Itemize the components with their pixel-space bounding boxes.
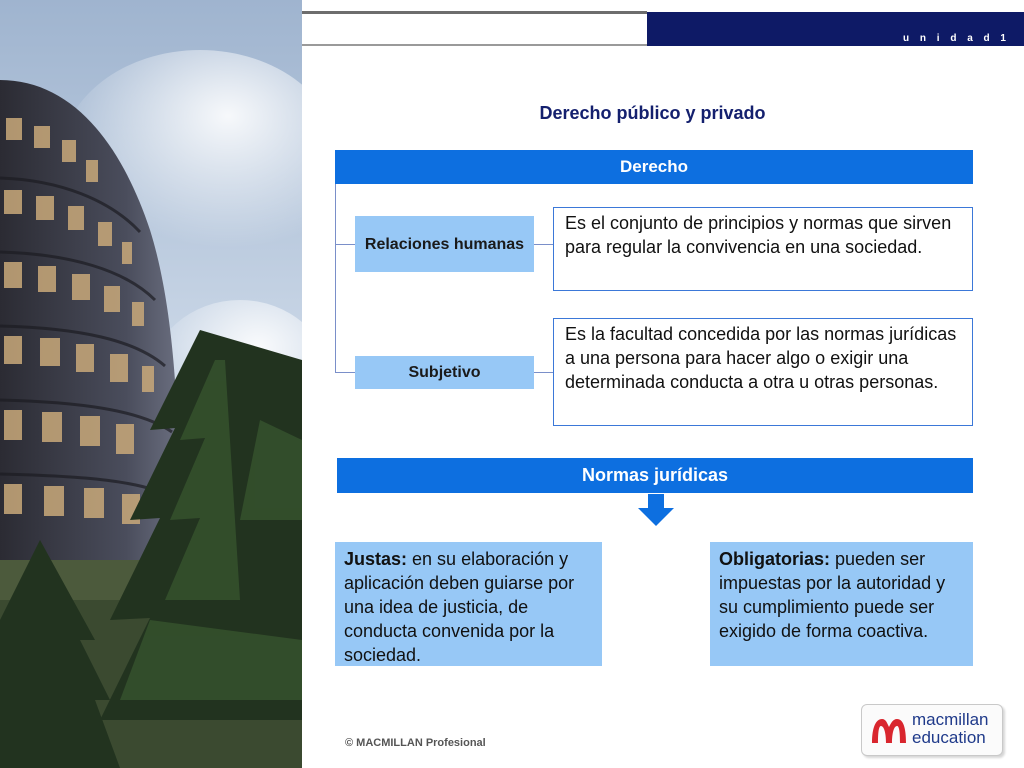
card-justas [335,542,602,666]
logo-line-1: macmillan [912,710,989,729]
connector-h-1 [335,244,355,245]
card-justas-text: en su elaboración y aplicación deben guiarse por una idea de justicia, de conducta convenida por la sociedad. [344,549,575,665]
normas-juridicas-bar: Normas jurídicas [337,458,973,493]
macmillan-logo [861,704,1003,756]
connector-vertical [335,184,336,372]
definition-objetivo: Es el conjunto de principios y normas que sirven para regular la convivencia en una sociedad. [553,207,973,291]
connector-label-def-1 [534,244,553,245]
card-obligatorias-text: pueden ser impuestas por la autoridad y su cumplimiento puede ser exigido de forma coactiva. [719,549,946,641]
header-photo [0,0,302,768]
header-rule-bottom [302,44,647,46]
header-rule-top [302,11,647,14]
logo-line-2: education [912,728,986,747]
definition-subjetivo: Es la facultad concedida por las normas jurídicas a una persona para hacer algo o exigir una determinada conducta a otra u otras personas. [553,318,973,426]
derecho-bar: Derecho [335,150,973,184]
card-justas-term: Justas: [344,549,408,569]
label-relaciones-humanas: Relaciones humanas [355,216,534,272]
down-arrow-icon [638,494,674,526]
connector-h-2 [335,372,355,373]
macmillan-logo-icon [870,713,908,747]
header-band [647,12,1024,46]
logo-text [912,711,989,747]
card-obligatorias [710,542,973,666]
building-photo-illustration [0,0,302,768]
label-subjetivo: Subjetivo [355,356,534,389]
copyright-text: © MACMILLAN Profesional [345,737,486,749]
page-title: Derecho público y privado [539,103,766,123]
unit-label: u n i d a d 1 [902,33,1010,44]
connector-label-def-2 [534,372,553,373]
card-obligatorias-term: Obligatorias: [719,549,831,569]
